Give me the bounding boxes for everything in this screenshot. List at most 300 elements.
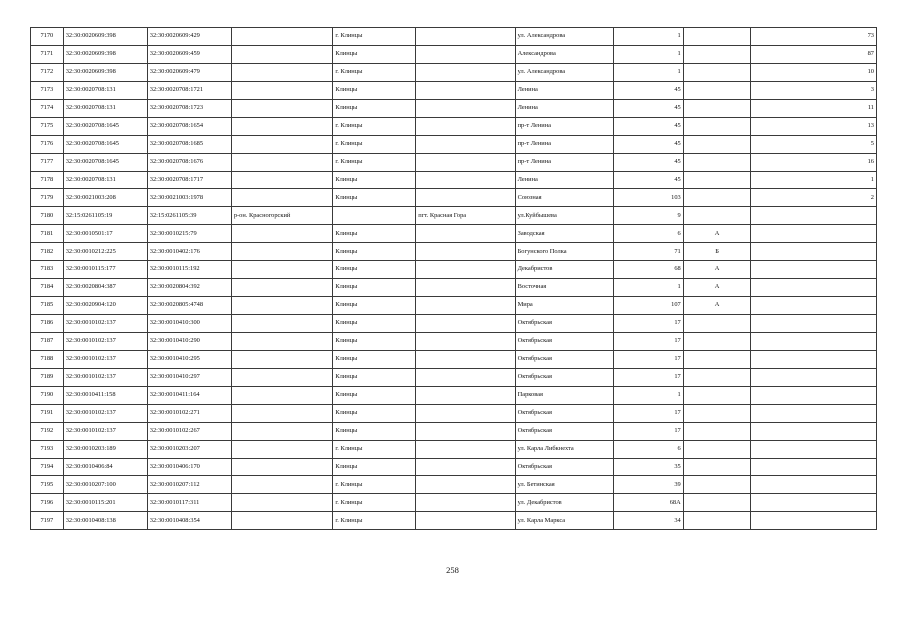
cell-city: Клинцы	[333, 81, 416, 99]
cell-settlement	[416, 332, 515, 350]
cell-city: Клинцы	[333, 386, 416, 404]
cell-building-letter	[683, 404, 751, 422]
cell-building-letter	[683, 171, 751, 189]
cell-apartment-number: 16	[751, 153, 877, 171]
table-row	[31, 63, 877, 81]
cell-record-number: 7172	[31, 63, 64, 81]
cell-city: г. Клинцы	[333, 117, 416, 135]
cell-parcel-cadastral-number: 32:30:0010203:189	[63, 440, 147, 458]
cell-city: Клинцы	[333, 404, 416, 422]
cell-apartment-number	[751, 225, 877, 243]
table-row	[31, 99, 877, 117]
registry-table-body	[31, 28, 877, 530]
cell-apartment-number: 3	[751, 81, 877, 99]
cell-city: г. Клинцы	[333, 28, 416, 46]
table-row	[31, 440, 877, 458]
cell-record-number: 7188	[31, 350, 64, 368]
cell-building-letter	[683, 135, 751, 153]
cell-object-cadastral-number: 32:30:0010411:164	[147, 386, 231, 404]
cell-record-number: 7176	[31, 135, 64, 153]
cell-house-number: 1	[613, 386, 683, 404]
table-row	[31, 189, 877, 207]
cell-object-cadastral-number: 32:30:0010102:267	[147, 422, 231, 440]
cell-district	[231, 117, 333, 135]
cell-object-cadastral-number: 32:30:0020708:1676	[147, 153, 231, 171]
cell-apartment-number	[751, 261, 877, 279]
cell-street: Октябрьская	[515, 368, 613, 386]
cell-district	[231, 135, 333, 153]
cell-settlement	[416, 28, 515, 46]
cell-object-cadastral-number: 32:30:0020609:429	[147, 28, 231, 46]
cell-parcel-cadastral-number: 32:30:0020708:1645	[63, 153, 147, 171]
cell-house-number: 9	[613, 207, 683, 225]
cell-building-letter: А	[683, 279, 751, 297]
cell-district	[231, 297, 333, 315]
cell-district	[231, 386, 333, 404]
table-row	[31, 512, 877, 530]
cell-building-letter	[683, 494, 751, 512]
cell-district	[231, 494, 333, 512]
cell-building-letter	[683, 458, 751, 476]
cell-house-number: 71	[613, 243, 683, 261]
cell-object-cadastral-number: 32:30:0020804:392	[147, 279, 231, 297]
cell-street: ул. Бетинская	[515, 476, 613, 494]
cell-settlement	[416, 63, 515, 81]
cell-settlement	[416, 45, 515, 63]
table-row	[31, 458, 877, 476]
cell-city: Клинцы	[333, 368, 416, 386]
cell-district	[231, 332, 333, 350]
cell-apartment-number	[751, 332, 877, 350]
cell-record-number: 7174	[31, 99, 64, 117]
cell-building-letter: А	[683, 261, 751, 279]
cell-house-number: 17	[613, 422, 683, 440]
table-row	[31, 261, 877, 279]
cell-city: Клинцы	[333, 99, 416, 117]
cell-object-cadastral-number: 32:30:0020805:4748	[147, 297, 231, 315]
cell-district	[231, 279, 333, 297]
cell-city: г. Клинцы	[333, 476, 416, 494]
cell-street: Мира	[515, 297, 613, 315]
cell-house-number: 34	[613, 512, 683, 530]
cell-city: Клинцы	[333, 261, 416, 279]
cell-house-number: 17	[613, 368, 683, 386]
cell-parcel-cadastral-number: 32:30:0010102:137	[63, 315, 147, 333]
cell-parcel-cadastral-number: 32:30:0020708:1645	[63, 117, 147, 135]
cell-city: Клинцы	[333, 332, 416, 350]
cell-street: Парковая	[515, 386, 613, 404]
cell-house-number: 68	[613, 261, 683, 279]
cell-apartment-number	[751, 458, 877, 476]
table-row	[31, 153, 877, 171]
cell-object-cadastral-number: 32:30:0010102:271	[147, 404, 231, 422]
cell-building-letter	[683, 99, 751, 117]
cell-street: пр-т Ленина	[515, 117, 613, 135]
cell-parcel-cadastral-number: 32:30:0020904:120	[63, 297, 147, 315]
cell-city: Клинцы	[333, 297, 416, 315]
cell-parcel-cadastral-number: 32:30:0020609:398	[63, 28, 147, 46]
table-row	[31, 332, 877, 350]
cell-object-cadastral-number: 32:30:0020708:1721	[147, 81, 231, 99]
cell-house-number: 35	[613, 458, 683, 476]
cell-city: г. Клинцы	[333, 63, 416, 81]
cell-house-number: 45	[613, 99, 683, 117]
cell-settlement	[416, 279, 515, 297]
cell-object-cadastral-number: 32:30:0010410:290	[147, 332, 231, 350]
cell-city: Клинцы	[333, 315, 416, 333]
cell-parcel-cadastral-number: 32:30:0020609:398	[63, 63, 147, 81]
cell-settlement	[416, 297, 515, 315]
cell-object-cadastral-number: 32:30:0010408:354	[147, 512, 231, 530]
cell-settlement	[416, 99, 515, 117]
cell-settlement	[416, 494, 515, 512]
cell-house-number: 1	[613, 63, 683, 81]
cell-district	[231, 350, 333, 368]
cell-district	[231, 512, 333, 530]
cell-street: ул. Карла Маркса	[515, 512, 613, 530]
cell-apartment-number	[751, 297, 877, 315]
cell-record-number: 7193	[31, 440, 64, 458]
cell-settlement	[416, 512, 515, 530]
cell-parcel-cadastral-number: 32:15:0261105:19	[63, 207, 147, 225]
cell-building-letter	[683, 440, 751, 458]
table-row	[31, 368, 877, 386]
cell-object-cadastral-number: 32:30:0010117:311	[147, 494, 231, 512]
cell-building-letter	[683, 350, 751, 368]
cell-settlement	[416, 81, 515, 99]
cell-street: ул. Карла Либкнехта	[515, 440, 613, 458]
table-row	[31, 28, 877, 46]
cell-street: ул. Александрова	[515, 63, 613, 81]
cell-house-number: 103	[613, 189, 683, 207]
cell-record-number: 7189	[31, 368, 64, 386]
cell-building-letter	[683, 207, 751, 225]
cell-record-number: 7195	[31, 476, 64, 494]
cell-street: Октябрьская	[515, 404, 613, 422]
cell-building-letter	[683, 153, 751, 171]
table-row	[31, 81, 877, 99]
table-row	[31, 243, 877, 261]
table-row	[31, 494, 877, 512]
cell-house-number: 17	[613, 315, 683, 333]
cell-district	[231, 476, 333, 494]
cell-settlement	[416, 476, 515, 494]
cell-street: Ленина	[515, 99, 613, 117]
cell-street: Восточная	[515, 279, 613, 297]
cell-object-cadastral-number: 32:30:0010215:79	[147, 225, 231, 243]
cell-district	[231, 171, 333, 189]
cell-district	[231, 45, 333, 63]
cell-building-letter	[683, 386, 751, 404]
cell-building-letter: Б	[683, 243, 751, 261]
cell-settlement	[416, 350, 515, 368]
cell-city: Клинцы	[333, 189, 416, 207]
cell-street: пр-т Ленина	[515, 153, 613, 171]
cell-apartment-number	[751, 422, 877, 440]
cell-street: Богунского Полка	[515, 243, 613, 261]
cell-settlement	[416, 315, 515, 333]
cell-object-cadastral-number: 32:30:0010410:300	[147, 315, 231, 333]
cell-city: г. Клинцы	[333, 153, 416, 171]
cell-city: Клинцы	[333, 458, 416, 476]
table-row	[31, 315, 877, 333]
cell-apartment-number: 11	[751, 99, 877, 117]
cell-house-number: 1	[613, 279, 683, 297]
table-row	[31, 225, 877, 243]
cell-object-cadastral-number: 32:30:0021003:1978	[147, 189, 231, 207]
cell-street: ул. Декабристов	[515, 494, 613, 512]
cell-house-number: 6	[613, 440, 683, 458]
cell-settlement	[416, 153, 515, 171]
cell-parcel-cadastral-number: 32:30:0021003:208	[63, 189, 147, 207]
cell-district	[231, 261, 333, 279]
cell-street: Октябрьская	[515, 315, 613, 333]
cell-settlement	[416, 171, 515, 189]
cell-object-cadastral-number: 32:30:0020708:1654	[147, 117, 231, 135]
cell-district	[231, 422, 333, 440]
cell-apartment-number: 10	[751, 63, 877, 81]
table-row	[31, 117, 877, 135]
cell-record-number: 7194	[31, 458, 64, 476]
cell-apartment-number	[751, 315, 877, 333]
cell-district	[231, 243, 333, 261]
cell-parcel-cadastral-number: 32:30:0010102:137	[63, 422, 147, 440]
cell-object-cadastral-number: 32:30:0010402:176	[147, 243, 231, 261]
cell-street: Октябрьская	[515, 422, 613, 440]
cell-city: Клинцы	[333, 422, 416, 440]
cell-apartment-number	[751, 350, 877, 368]
cell-apartment-number: 2	[751, 189, 877, 207]
cell-parcel-cadastral-number: 32:30:0010411:158	[63, 386, 147, 404]
cell-house-number: 45	[613, 153, 683, 171]
cell-apartment-number	[751, 476, 877, 494]
cell-house-number: 17	[613, 332, 683, 350]
cell-apartment-number	[751, 512, 877, 530]
cell-object-cadastral-number: 32:30:0020609:479	[147, 63, 231, 81]
cell-district	[231, 440, 333, 458]
registry-table	[30, 27, 877, 530]
cell-street: Александрова	[515, 45, 613, 63]
cell-record-number: 7190	[31, 386, 64, 404]
cell-building-letter	[683, 332, 751, 350]
page-number: 258	[446, 565, 459, 575]
cell-apartment-number	[751, 386, 877, 404]
cell-city: Клинцы	[333, 45, 416, 63]
cell-apartment-number	[751, 279, 877, 297]
cell-house-number: 17	[613, 404, 683, 422]
cell-house-number: 17	[613, 350, 683, 368]
cell-district	[231, 458, 333, 476]
cell-settlement	[416, 117, 515, 135]
cell-record-number: 7186	[31, 315, 64, 333]
cell-record-number: 7178	[31, 171, 64, 189]
cell-settlement	[416, 440, 515, 458]
cell-parcel-cadastral-number: 32:30:0020708:1645	[63, 135, 147, 153]
cell-settlement	[416, 422, 515, 440]
cell-building-letter	[683, 63, 751, 81]
cell-settlement	[416, 243, 515, 261]
cell-district	[231, 81, 333, 99]
table-row	[31, 350, 877, 368]
cell-building-letter	[683, 315, 751, 333]
cell-house-number: 107	[613, 297, 683, 315]
cell-apartment-number	[751, 494, 877, 512]
cell-record-number: 7184	[31, 279, 64, 297]
cell-object-cadastral-number: 32:30:0020708:1685	[147, 135, 231, 153]
table-row	[31, 171, 877, 189]
cell-street: Октябрьская	[515, 350, 613, 368]
cell-district: р-он. Красногорский	[231, 207, 333, 225]
cell-object-cadastral-number: 32:30:0020708:1723	[147, 99, 231, 117]
cell-district	[231, 99, 333, 117]
cell-city: Клинцы	[333, 350, 416, 368]
cell-object-cadastral-number: 32:30:0010203:207	[147, 440, 231, 458]
table-row	[31, 135, 877, 153]
cell-record-number: 7191	[31, 404, 64, 422]
cell-street: Декабристов	[515, 261, 613, 279]
cell-object-cadastral-number: 32:30:0010410:297	[147, 368, 231, 386]
cell-street: Октябрьская	[515, 458, 613, 476]
table-row	[31, 45, 877, 63]
cell-object-cadastral-number: 32:30:0010406:170	[147, 458, 231, 476]
cell-district	[231, 28, 333, 46]
cell-building-letter	[683, 476, 751, 494]
cell-house-number: 45	[613, 117, 683, 135]
cell-parcel-cadastral-number: 32:30:0010406:84	[63, 458, 147, 476]
cell-apartment-number	[751, 243, 877, 261]
cell-parcel-cadastral-number: 32:30:0020804:387	[63, 279, 147, 297]
cell-parcel-cadastral-number: 32:30:0010212:225	[63, 243, 147, 261]
cell-parcel-cadastral-number: 32:30:0020609:398	[63, 45, 147, 63]
cell-district	[231, 404, 333, 422]
cell-apartment-number	[751, 207, 877, 225]
cell-house-number: 45	[613, 135, 683, 153]
cell-apartment-number: 73	[751, 28, 877, 46]
cell-house-number: 6	[613, 225, 683, 243]
cell-parcel-cadastral-number: 32:30:0010102:137	[63, 404, 147, 422]
table-row	[31, 422, 877, 440]
cell-object-cadastral-number: 32:30:0010410:295	[147, 350, 231, 368]
cell-district	[231, 189, 333, 207]
cell-city: г. Клинцы	[333, 494, 416, 512]
cell-street: Ленина	[515, 81, 613, 99]
cell-district	[231, 315, 333, 333]
cell-street: ул. Александрова	[515, 28, 613, 46]
cell-object-cadastral-number: 32:30:0020708:1717	[147, 171, 231, 189]
cell-record-number: 7192	[31, 422, 64, 440]
cell-apartment-number	[751, 404, 877, 422]
cell-record-number: 7177	[31, 153, 64, 171]
cell-object-cadastral-number: 32:30:0010115:192	[147, 261, 231, 279]
cell-settlement	[416, 404, 515, 422]
cell-apartment-number: 1	[751, 171, 877, 189]
cell-parcel-cadastral-number: 32:30:0010207:100	[63, 476, 147, 494]
cell-apartment-number: 13	[751, 117, 877, 135]
cell-settlement	[416, 368, 515, 386]
cell-apartment-number: 5	[751, 135, 877, 153]
cell-apartment-number	[751, 440, 877, 458]
cell-building-letter	[683, 512, 751, 530]
cell-district	[231, 368, 333, 386]
cell-settlement	[416, 135, 515, 153]
cell-street: Ленина	[515, 171, 613, 189]
cell-parcel-cadastral-number: 32:30:0020708:131	[63, 99, 147, 117]
cell-building-letter: А	[683, 225, 751, 243]
cell-street: ул.Куйбышева	[515, 207, 613, 225]
cell-building-letter	[683, 117, 751, 135]
cell-record-number: 7175	[31, 117, 64, 135]
cell-parcel-cadastral-number: 32:30:0010501:17	[63, 225, 147, 243]
cell-record-number: 7170	[31, 28, 64, 46]
cell-city: Клинцы	[333, 279, 416, 297]
cell-district	[231, 225, 333, 243]
cell-record-number: 7182	[31, 243, 64, 261]
cell-district	[231, 153, 333, 171]
cell-city: г. Клинцы	[333, 440, 416, 458]
cell-city: Клинцы	[333, 225, 416, 243]
cell-house-number: 68А	[613, 494, 683, 512]
cell-record-number: 7179	[31, 189, 64, 207]
cell-house-number: 45	[613, 171, 683, 189]
cell-object-cadastral-number: 32:30:0010207:112	[147, 476, 231, 494]
cell-parcel-cadastral-number: 32:30:0010102:137	[63, 332, 147, 350]
cell-city	[333, 207, 416, 225]
cell-parcel-cadastral-number: 32:30:0020708:131	[63, 171, 147, 189]
cell-apartment-number: 87	[751, 45, 877, 63]
cell-building-letter	[683, 189, 751, 207]
cell-object-cadastral-number: 32:15:0261105:39	[147, 207, 231, 225]
table-row	[31, 386, 877, 404]
cell-house-number: 45	[613, 81, 683, 99]
cell-building-letter	[683, 422, 751, 440]
cell-street: Союзная	[515, 189, 613, 207]
cell-city: г. Клинцы	[333, 512, 416, 530]
cell-record-number: 7180	[31, 207, 64, 225]
cell-street: Октябрьская	[515, 332, 613, 350]
cell-parcel-cadastral-number: 32:30:0010115:201	[63, 494, 147, 512]
cell-record-number: 7197	[31, 512, 64, 530]
cell-settlement	[416, 261, 515, 279]
cell-street: пр-т Ленина	[515, 135, 613, 153]
cell-parcel-cadastral-number: 32:30:0010408:138	[63, 512, 147, 530]
cell-district	[231, 63, 333, 81]
cell-parcel-cadastral-number: 32:30:0010115:177	[63, 261, 147, 279]
cell-building-letter	[683, 45, 751, 63]
cell-record-number: 7183	[31, 261, 64, 279]
cell-parcel-cadastral-number: 32:30:0010102:137	[63, 368, 147, 386]
cell-city: г. Клинцы	[333, 135, 416, 153]
cell-record-number: 7187	[31, 332, 64, 350]
table-row	[31, 297, 877, 315]
table-row	[31, 404, 877, 422]
cell-record-number: 7196	[31, 494, 64, 512]
cell-building-letter	[683, 81, 751, 99]
cell-record-number: 7171	[31, 45, 64, 63]
cell-record-number: 7181	[31, 225, 64, 243]
cell-house-number: 1	[613, 45, 683, 63]
cell-street: Заводская	[515, 225, 613, 243]
table-row	[31, 207, 877, 225]
cell-object-cadastral-number: 32:30:0020609:459	[147, 45, 231, 63]
cell-building-letter: А	[683, 297, 751, 315]
cell-parcel-cadastral-number: 32:30:0020708:131	[63, 81, 147, 99]
cell-city: Клинцы	[333, 171, 416, 189]
cell-settlement	[416, 225, 515, 243]
cell-record-number: 7185	[31, 297, 64, 315]
cell-house-number: 1	[613, 28, 683, 46]
cell-record-number: 7173	[31, 81, 64, 99]
table-row	[31, 476, 877, 494]
